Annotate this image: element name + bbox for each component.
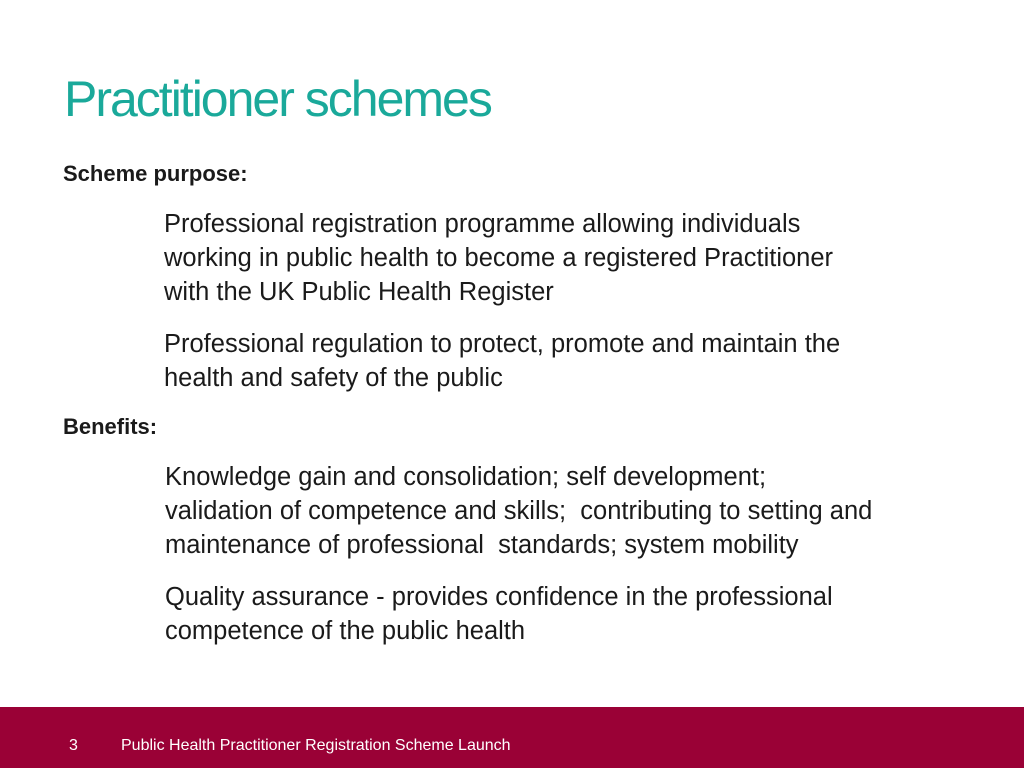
footer-text: Public Health Practitioner Registration Scheme Launch — [121, 737, 511, 754]
section-heading-scheme-purpose: Scheme purpose: — [63, 161, 248, 186]
benefit-point-knowledge: Knowledge gain and consolidation; self development; validation of competence and skills; contributing to setting and maintenance of professional standards; system mobility — [165, 463, 873, 559]
slide-title: Practitioner schemes — [64, 71, 491, 127]
section-heading-benefits: Benefits: — [63, 414, 158, 439]
benefit-point-quality-assurance: Quality assurance - provides confidence in the professional competence of the public health — [165, 583, 833, 645]
purpose-point-registration: Professional registration programme allowing individuals working in public health to become a registered Practitioner with the UK Public Health Register — [164, 210, 834, 306]
footer-bar — [0, 707, 1024, 768]
footer-page-number: 3 — [69, 737, 78, 754]
purpose-point-regulation: Professional regulation to protect, promote and maintain the health and safety of the public — [164, 330, 841, 392]
